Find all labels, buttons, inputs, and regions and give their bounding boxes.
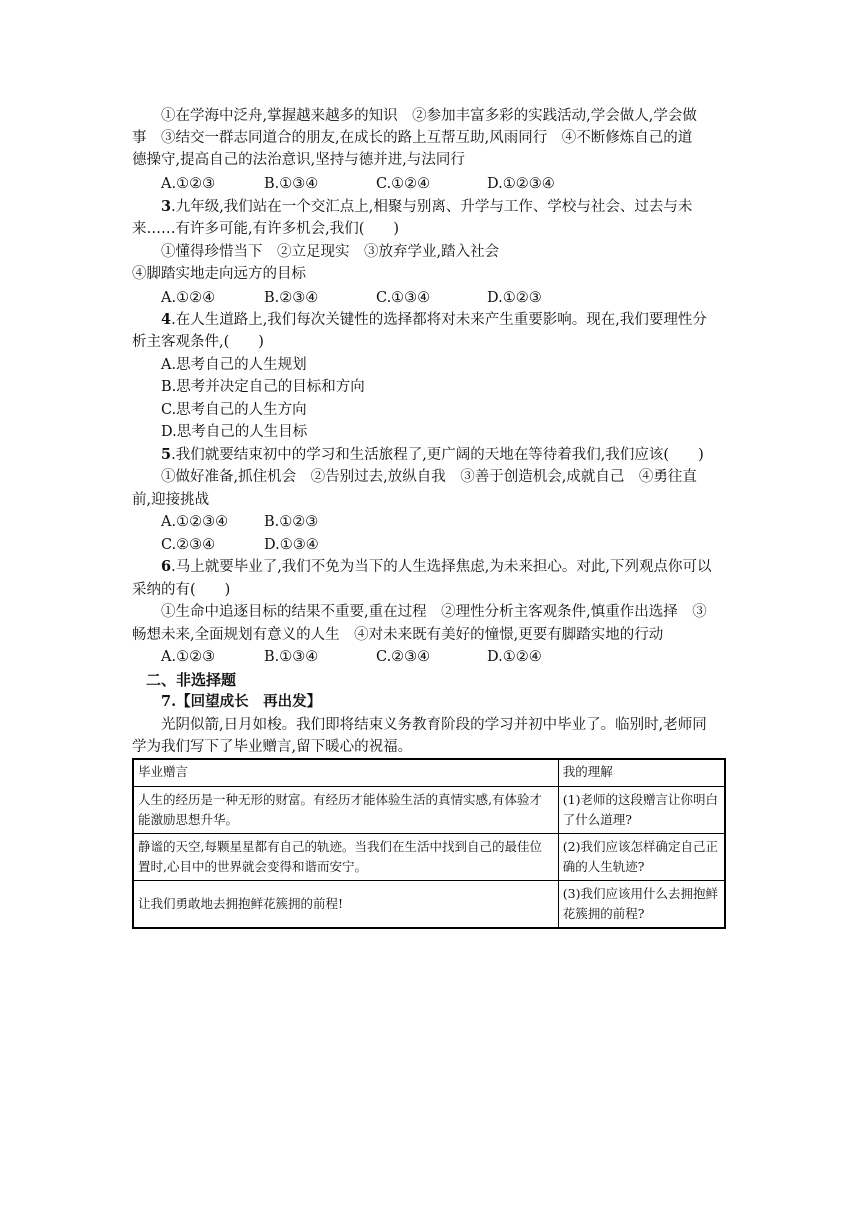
- table-cell-question-3: (3)我们应该用什么去拥抱鲜花簇拥的前程?: [558, 881, 725, 929]
- q6-option-a[interactable]: A.①②③: [161, 649, 216, 665]
- q3-stem-line-1: [161, 196, 692, 218]
- q6-stem-text: .马上就要毕业了,我们不免为当下的人生选择焦虑,为未来担心。对此,下列观点你可以: [171, 559, 712, 575]
- q2-option-c[interactable]: C.①②④: [376, 176, 431, 192]
- q7-title: [161, 691, 321, 713]
- table-cell-question-1: (1)老师的这段赠言让你明白了什么道理?: [558, 787, 725, 834]
- q2-statement-line-1: ①在学海中泛舟,掌握越来越多的知识 ②参加丰富多彩的实践活动,学会做人,学会做: [161, 108, 697, 124]
- q3-option-d[interactable]: D.①②③: [487, 290, 542, 306]
- q3-option-c[interactable]: C.①③④: [376, 290, 431, 306]
- q2-option-a[interactable]: A.①②③: [161, 176, 216, 192]
- q5-stem-text: .我们就要结束初中的学习和生活旅程了,更广阔的天地在等待着我们,我们应该( ): [171, 447, 704, 463]
- q3-option-b[interactable]: B.②③④: [264, 290, 319, 306]
- q3-stem-line-2: 来……有许多可能,有许多机会,我们( ): [132, 221, 400, 237]
- q6-option-b[interactable]: B.①③④: [264, 649, 319, 665]
- q5-number: 5: [161, 446, 172, 463]
- q6-number: 6: [161, 558, 172, 575]
- q5-statement-line-2: 前,迎接挑战: [132, 492, 210, 508]
- q4-option-c[interactable]: C.思考自己的人生方向: [161, 402, 307, 418]
- q6-option-d[interactable]: D.①②④: [487, 649, 542, 665]
- q2-statement-line-2: 事 ③结交一群志同道合的朋友,在成长的路上互帮互助,风雨同行 ④不断修炼自己的道: [132, 130, 693, 146]
- q7-title-text: .【回望成长 再出发】: [171, 693, 322, 710]
- section-heading-non-choice: 二、非选择题: [146, 671, 237, 689]
- q4-stem-text: .在人生道路上,我们每次关键性的选择都将对未来产生重要影响。现在,我们要理性分: [171, 312, 707, 328]
- q6-option-c[interactable]: C.②③④: [376, 649, 431, 665]
- q4-number: 4: [161, 311, 172, 328]
- q5-option-c[interactable]: C.②③④: [161, 537, 216, 553]
- graduation-message-table: [132, 758, 726, 929]
- q2-option-b[interactable]: B.①③④: [264, 176, 319, 192]
- q5-statement-line-1: ①做好准备,抓住机会 ②告别过去,放纵自我 ③善于创造机会,成就自己 ④勇往直: [161, 469, 697, 485]
- table-header-row: [133, 759, 725, 787]
- q7-number: 7: [161, 693, 172, 710]
- q5-stem-line-1: [161, 444, 704, 466]
- q3-option-a[interactable]: A.①②④: [161, 290, 216, 306]
- q3-statement-line-2: ④脚踏实地走向远方的目标: [132, 266, 306, 282]
- table-row: [133, 787, 725, 834]
- table-cell-message-1: 人生的经历是一种无形的财富。有经历才能体验生活的真情实感,有体验才能激励思想升华。: [133, 787, 558, 834]
- table-cell-message-2: 静谧的天空,每颗星星都有自己的轨迹。当我们在生活中找到自己的最佳位置时,心目中的世界就会变得和谐而安宁。: [133, 834, 558, 881]
- q4-stem-line-1: [161, 309, 707, 331]
- table-row: [133, 881, 725, 929]
- q2-statement-line-3: 德操守,提高自己的法治意识,坚持与德并进,与法同行: [132, 152, 465, 168]
- q4-option-a[interactable]: A.思考自己的人生规划: [161, 357, 307, 373]
- table-cell-question-2: (2)我们应该怎样确定自己正确的人生轨迹?: [558, 834, 725, 881]
- q6-stem-line-2: 采纳的有( ): [132, 582, 231, 598]
- table-row: [133, 834, 725, 881]
- q5-option-b[interactable]: B.①②③: [264, 514, 319, 530]
- q5-option-a[interactable]: A.①②③④: [161, 514, 229, 530]
- q4-option-d[interactable]: D.思考自己的人生目标: [161, 424, 308, 440]
- q3-number: 3: [161, 198, 172, 215]
- table-header-message: 毕业赠言: [133, 759, 558, 787]
- q4-stem-line-2: 析主客观条件,( ): [132, 334, 264, 350]
- table-cell-message-3: 让我们勇敢地去拥抱鲜花簇拥的前程!: [133, 881, 558, 929]
- q7-stem-line-2: 学为我们写下了毕业赠言,留下暖心的祝福。: [132, 739, 413, 755]
- q2-option-d[interactable]: D.①②③④: [487, 176, 555, 192]
- q4-option-b[interactable]: B.思考并决定自己的目标和方向: [161, 379, 365, 395]
- q5-option-d[interactable]: D.①③④: [264, 537, 319, 553]
- q6-statement-line-1: ①生命中追逐目标的结果不重要,重在过程 ②理性分析主客观条件,慎重作出选择 ③: [161, 604, 707, 620]
- q6-stem-line-1: [161, 556, 712, 578]
- q3-statement-line-1: ①懂得珍惜当下 ②立足现实 ③放弃学业,踏入社会: [161, 244, 500, 260]
- table-header-understanding: 我的理解: [558, 759, 725, 787]
- q7-stem-line-1: 光阴似箭,日月如梭。我们即将结束义务教育阶段的学习并初中毕业了。临别时,老师同: [161, 717, 707, 733]
- q6-statement-line-2: 畅想未来,全面规划有意义的人生 ④对未来既有美好的憧憬,更要有脚踏实地的行动: [132, 627, 664, 643]
- q3-stem-text: .九年级,我们站在一个交汇点上,相聚与别离、升学与工作、学校与社会、过去与未: [171, 199, 693, 215]
